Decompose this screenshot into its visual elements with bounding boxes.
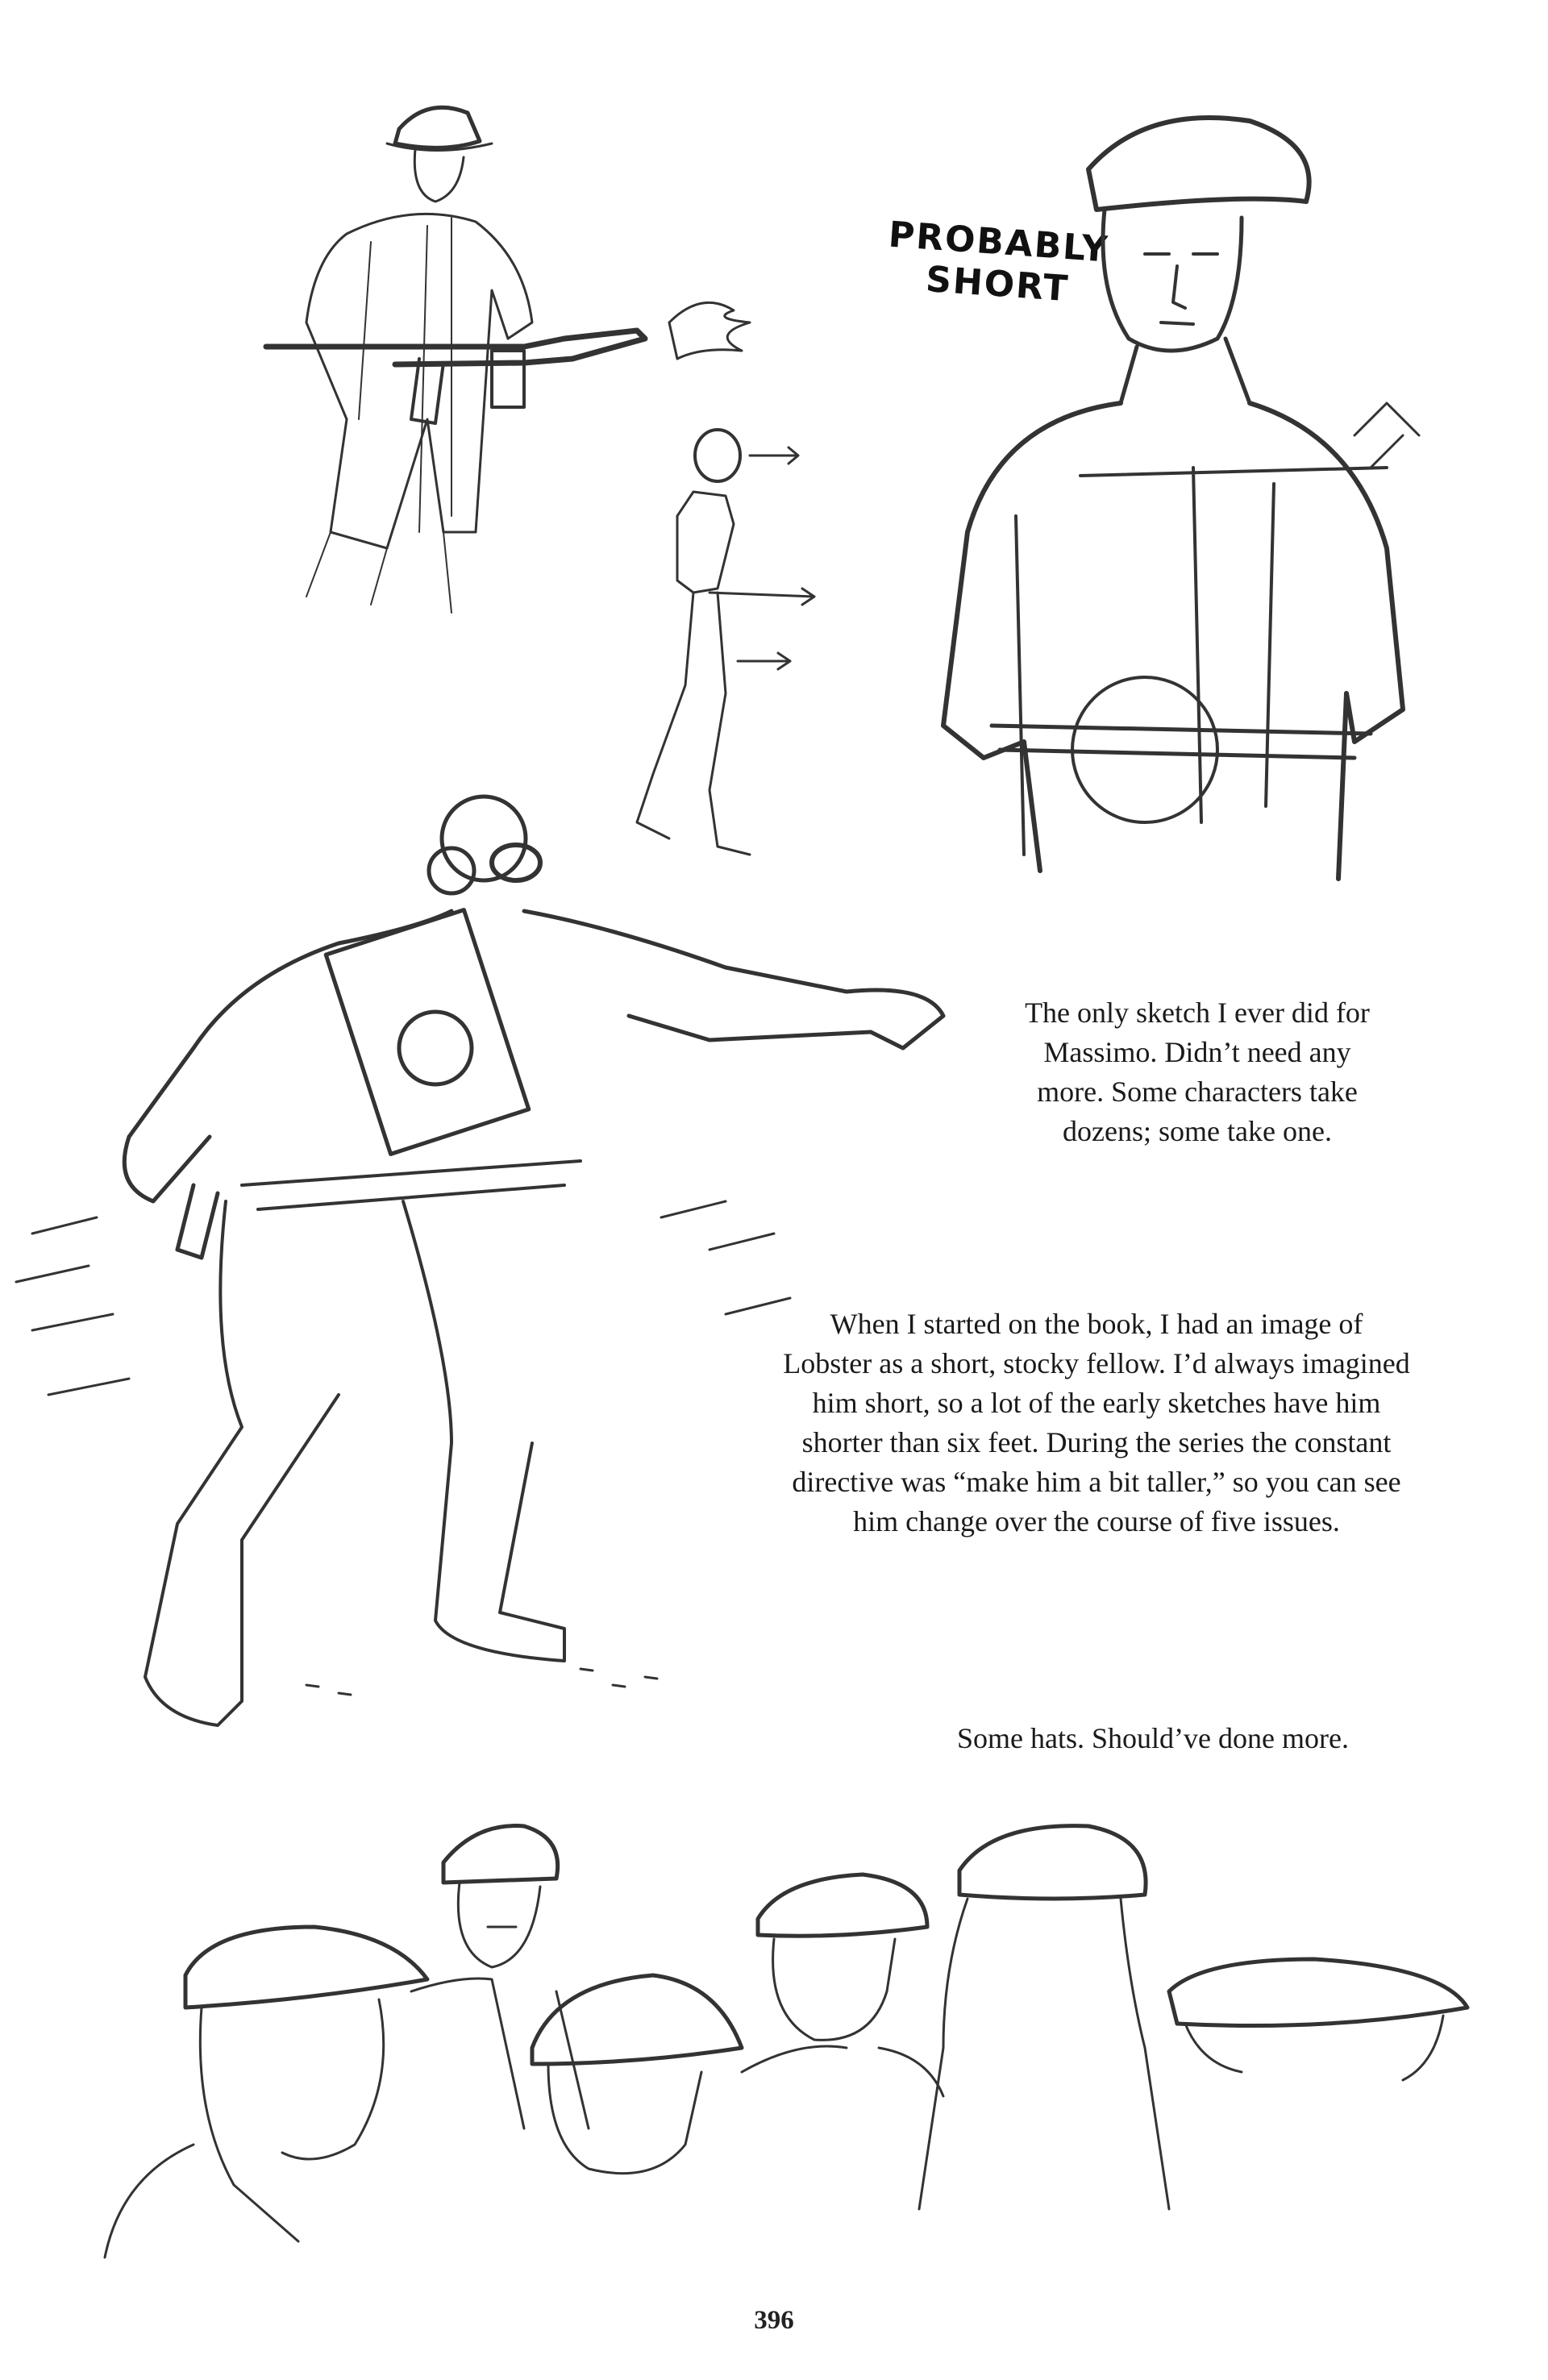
lobster-caption-line-5: directive was “make him a bit taller,” so you can see — [792, 1466, 1401, 1498]
hats-caption-line: Some hats. Should’ve done more. — [957, 1722, 1349, 1754]
hats-caption — [903, 1719, 1403, 1758]
probably-short-label-line-2: SHORT — [924, 258, 1071, 310]
massimo-caption-line-3: more. Some characters take — [1037, 1076, 1358, 1108]
lobster-caption-line-6: him change over the course of five issues. — [853, 1505, 1340, 1537]
hats-row-sketch — [73, 1806, 1475, 2266]
lobster-johnson-sketch — [0, 782, 984, 1790]
lobster-caption-line-3: him short, so a lot of the early sketches have him — [812, 1387, 1381, 1419]
massimo-caption-line-4: dozens; some take one. — [1063, 1115, 1332, 1147]
massimo-caption — [959, 993, 1435, 1151]
lobster-caption-line-1: When I started on the book, I had an image of — [830, 1308, 1363, 1340]
massimo-caption-line-1: The only sketch I ever did for — [1025, 997, 1370, 1029]
lobster-caption-line-2: Lobster as a short, stocky fellow. I’d always imagined — [783, 1347, 1410, 1379]
probably-short-label-line-1: PROBABLY — [887, 214, 1111, 271]
lobster-caption — [693, 1304, 1500, 1542]
page-number: 396 — [754, 2306, 794, 2335]
massimo-caption-line-2: Massimo. Didn’t need any — [1043, 1036, 1351, 1068]
lobster-caption-line-4: shorter than six feet. During the series the constant — [801, 1426, 1392, 1458]
